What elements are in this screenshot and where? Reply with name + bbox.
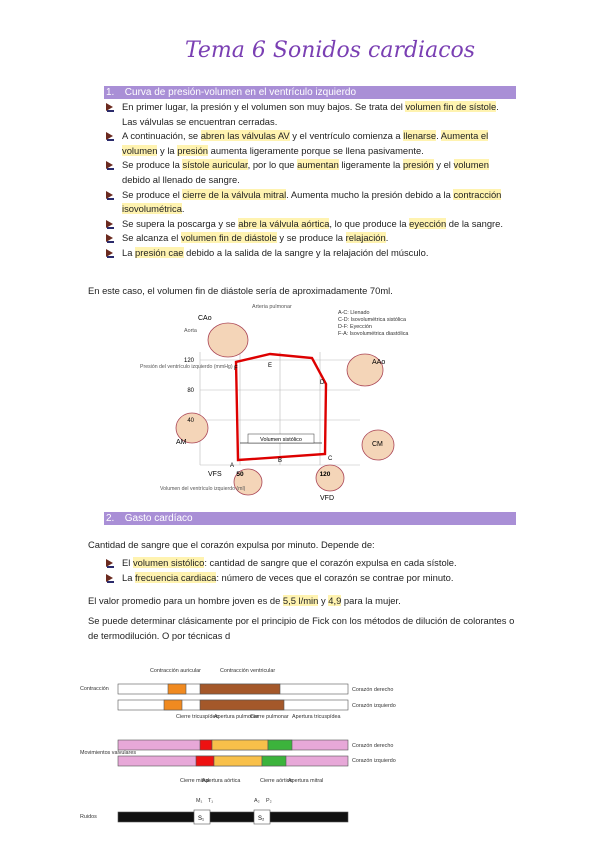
section-number: 2. (106, 513, 115, 524)
highlight-text: eyección (409, 217, 447, 229)
pressure-volume-figure (140, 300, 440, 512)
label-izq: Corazón izquierdo (352, 758, 396, 764)
point-label-d: D (320, 380, 325, 386)
highlight-text: frecuencia cardiaca (135, 571, 217, 583)
label-s1: S₁ (198, 816, 205, 822)
label-apert-mitral: Apertura mitral (288, 778, 324, 784)
point-label-a: A (230, 463, 235, 469)
point-label-e: E (268, 363, 273, 369)
highlight-text: presión cae (135, 246, 184, 258)
list-item (104, 100, 516, 129)
text-run: : número de veces que el corazón se contrae por minuto. (216, 571, 454, 583)
legend-item: D-F: Eyección (338, 324, 372, 330)
text-run: y la (157, 144, 178, 156)
paragraph-promedio (88, 594, 520, 609)
section-number: 1. (106, 87, 115, 98)
heart-illustration-icon (316, 465, 344, 491)
label-apert-aort: Apertura aórtica (202, 778, 241, 784)
text-run: , lo que produce la (329, 217, 410, 229)
text-run: En primer lugar, la presión y el volumen son muy bajos. Se trata del (122, 101, 406, 112)
list-item (104, 556, 516, 571)
highlight-text: volumen sistólico (132, 557, 205, 568)
highlight-text: presión (177, 144, 208, 156)
highlight-text: abre la válvula aórtica (238, 217, 330, 229)
text-run: El (122, 557, 133, 568)
label-der: Corazón derecho (352, 743, 394, 749)
label-cao: CAo (198, 315, 212, 322)
label-contr-auricular: Contracción auricular (150, 668, 201, 674)
text-run: . Las válvulas se encuentran cerradas. (122, 101, 499, 127)
text-run: La (122, 571, 136, 583)
text-run: Se supera la poscarga y se (122, 217, 239, 229)
label-apert-tric: Apertura tricuspídea (292, 714, 341, 720)
text-run: para la mujer. (341, 595, 401, 606)
text-run: , por lo que (247, 159, 298, 171)
highlight-text: 5,5 l/min (282, 595, 319, 606)
text-run: aumenta ligeramente porque se llena pasivamente. (208, 144, 424, 156)
text-run: : cantidad de sangre que el corazón expulsa en cada sístole. (204, 557, 457, 568)
text-run: . (181, 203, 185, 215)
label-apert-pulm: Apertura pulmonar (214, 714, 259, 720)
highlight-text: abren las válvulas AV (200, 130, 290, 142)
label-m1: M₁ (196, 798, 203, 804)
highlight-text: volumen fin de sístole (405, 101, 497, 112)
label-aorta: Aorta (184, 328, 197, 334)
text-run: . (385, 232, 389, 244)
paragraph-volume: En este caso, el volumen fin de diástole sería de aproximadamente 70ml. (88, 285, 393, 296)
text-run: y (318, 595, 329, 606)
highlight-text: cierre de la válvula mitral (182, 188, 287, 200)
highlight-text: volumen (453, 159, 489, 171)
label-ruidos: Ruidos (80, 814, 97, 820)
label-arteria: Arteria pulmonar (252, 304, 292, 310)
label-mov: Movimientos valvulares (80, 750, 137, 756)
highlight-text: Aumenta el volumen (122, 130, 489, 156)
bullet-list-pv (104, 100, 516, 261)
text-run: ligeramente la (338, 159, 403, 171)
text-run: . (436, 130, 441, 142)
label-cierre-mitral: Cierre mitral (180, 778, 210, 784)
list-item (104, 571, 516, 586)
highlight-text: presión (402, 159, 434, 171)
label-am: AM (176, 439, 187, 446)
text-run: Se produce el (122, 188, 183, 200)
label-izq: Corazón izquierdo (352, 703, 396, 709)
paragraph-fick: Se puede determinar clásicamente por el principio de Fick con los métodos de dilución de colorantes o de termodilución. O por técnicas d (88, 615, 515, 641)
highlight-text: sístole auricular (182, 159, 248, 171)
text-run: y se produce la (276, 232, 346, 244)
label-p2: P₂ (266, 798, 272, 804)
text-run: A continuación, se (122, 130, 201, 142)
highlight-text: relajación (345, 232, 386, 244)
text-run: . Aumenta mucho la presión debido a la (286, 188, 454, 200)
x-tick: 50 (236, 471, 244, 478)
list-item (104, 231, 516, 246)
highlight-text: aumentan (297, 159, 339, 171)
text-run: debido al llenado de sangre. (122, 173, 240, 185)
highlight-text: llenarse (403, 130, 437, 142)
page-title: Tema 6 Sonidos cardiacos (184, 38, 476, 63)
point-label-b: B (278, 458, 283, 464)
y-tick: 80 (187, 388, 194, 394)
legend-item: C-D: Isovolumétrica sistólica (338, 317, 406, 323)
label-contr-ventricular: Contracción ventricular (220, 668, 276, 674)
text-run: La (122, 246, 136, 258)
section-heading-2 (104, 512, 516, 525)
label-a2: A₂ (254, 798, 260, 804)
list-item (104, 217, 516, 232)
list-item (104, 129, 516, 158)
x-axis-label: Volumen del ventrículo izquierdo (ml) (160, 486, 246, 492)
label-cierre-pulm: Cierre pulmonar (250, 714, 289, 720)
section-title: Gasto cardíaco (124, 513, 193, 524)
text-run: Se alcanza el (122, 232, 181, 244)
point-label-c: C (328, 456, 333, 462)
legend-item: A-C: Llenado (338, 310, 370, 316)
label-contraccion: Contracción (80, 686, 109, 692)
label-cm: CM (372, 441, 383, 448)
heart-illustration-icon (208, 323, 248, 357)
section-heading-1 (104, 86, 516, 99)
label-der: Corazón derecho (352, 687, 394, 693)
highlight-text: contracción isovolumétrica (122, 188, 502, 215)
text-run: Se produce la (122, 159, 183, 171)
text-run: y el ventrículo comienza a (289, 130, 404, 142)
label-cierre-aort: Cierre aórtico (260, 778, 293, 784)
stroke-volume-label: Volumen sistólico (260, 437, 302, 443)
label-t1: T₁ (208, 798, 214, 804)
label-aao: AAo (372, 359, 386, 366)
label-s2: S₂ (258, 816, 265, 822)
y-tick: 40 (187, 418, 194, 424)
text-run: de la sangre. (446, 217, 503, 229)
label-cierre-tric: Cierre tricuspídeo (176, 714, 219, 720)
label-vfd: VFD (320, 495, 334, 502)
legend-item: F-A: Isovolumétrica diastólica (338, 331, 409, 337)
point-label-f: F (234, 366, 238, 372)
y-axis-label: Presión del ventrículo izquierdo (mmHg) (140, 364, 233, 370)
list-item (104, 158, 516, 187)
section-title: Curva de presión-volumen en el ventrículo izquierdo (124, 87, 357, 98)
bullet-list-gasto (104, 556, 516, 585)
text-run: El valor promedio para un hombre joven es de (88, 595, 283, 606)
text-run: y el (433, 159, 454, 171)
paragraph-gasto: Cantidad de sangre que el corazón expulsa por minuto. Depende de: (88, 539, 375, 550)
highlight-text: volumen fin de diástole (180, 232, 277, 244)
y-tick: 120 (183, 358, 194, 364)
list-item (104, 188, 516, 217)
list-item (104, 246, 516, 261)
highlight-text: 4,9 (328, 595, 342, 606)
x-tick: 120 (319, 471, 331, 478)
label-vfs: VFS (208, 471, 222, 478)
text-run: debido a la salida de la sangre y la relajación del músculo. (183, 246, 429, 258)
cardiac-cycle-figure (80, 660, 440, 832)
